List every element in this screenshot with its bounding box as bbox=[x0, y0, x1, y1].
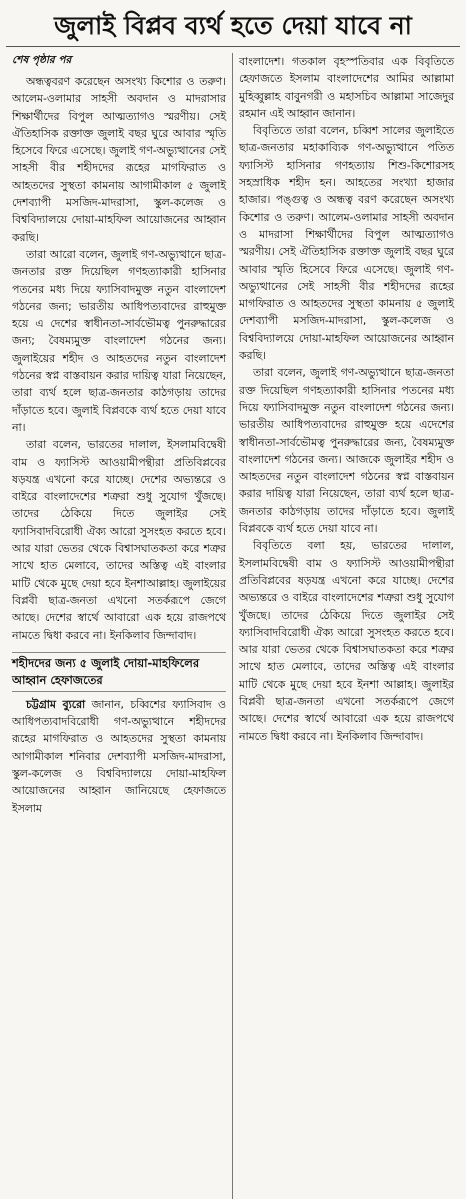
paragraph: বিবৃতিতে বলা হয়, ভারতের দালাল, ইসলামবিদ্বেষী বাম ও ফ্যাসিস্ট আওয়ামীপন্থীরা প্রতিবিপ্লবের ষড়যন্ত্র এখনো করে যাচ্ছে। দেশের অভ্যন্তরে ও বাইরে বাংলাদেশের শত্রুরা শুধু সুযোগ খুঁজছে। তাদের ঠেকিয়ে দিতে জুলাইর সেই ফ্যাসিবাদবিরোধী ঐক্য আরো সুসংহত করতে হবে। আর যারা ভেতর থেকে বিশ্বাসঘাতকতা করে শত্রুর সাথে হাত মেলাবে, তাদের অস্তিত্ব এই বাংলার মাটি থেকে মুছে দেয়া হবে ইনশা আল্লাহ। জুলাইর বিপ্লবী ছাত্র-জনতা এখনো সতর্করূপে জেগে আছে। দেশের স্বার্থে আবারো এক হয়ে রাজপথে নামতে দ্বিধা করবে না। ইনকিলাব জিন্দাবাদ। bbox=[239, 539, 454, 743]
paragraph: অন্ধত্ববরণ করেছেন অসংখ্য কিশোর ও তরুণ। আলেম-ওলামার সাহসী অবদান ও মাদরাসার শিক্ষার্থীদের বিপুল আত্মত্যাগও স্মরণীয়। সেই ঐতিহাসিক রক্তাক্ত জুলাই বছর ঘুরে আবার স্মৃতি হিসেবে ফিরে এসেছে। জুলাই গণ-অভ্যুত্থানের সেই সাহসী বীর শহীদদের রূহের মাগফিরাত ও আহতদের সুস্থতা কামনায় আগামীকাল ৫ জুলাই দেশব্যাপী মসজিদ-মাদরাসা, স্কুল-কলেজ ও বিশ্ববিদ্যালয়ে দোয়া-মাহফিল আয়োজনের আহ্বান করছি। bbox=[12, 75, 226, 244]
byline: চট্টগ্রাম ব্যুরো bbox=[26, 697, 86, 711]
paragraph: তারা আরো বলেন, জুলাই গণ-অভ্যুত্থানে ছাত্র-জনতার রক্ত দিয়েছিল গণহত্যাকারী হাসিনার পতনের মধ্য দিয়ে ফ্যাসিবাদমুক্ত নতুন বাংলাদেশ গঠনের জন্য; ভারতীয় আধিপত্যবাদের রাহুমুক্ত হয়ে এ দেশের স্বাধীনতা-সার্বভৌমত্ব পুনরুদ্ধারের জন্য; বৈষম্যমুক্ত বাংলাদেশ গঠনের জন্য। জুলাইয়ের শহীদ ও আহতদের নতুন বাংলাদেশ গঠনের স্বপ্ন বাস্তবায়ন করার দায়িত্ব যারা নিয়েছেন, তারা ব্যর্থ হলে ছাত্র-জনতার কাঠগড়ায় তাদের দাঁড়াতে হবে। জুলাই বিপ্লবকে ব্যর্থ হতে দেয়া যাবে না। bbox=[12, 247, 226, 434]
paragraph: বাংলাদেশ। গতকাল বৃহস্পতিবার এক বিবৃতিতে হেফাজতে ইসলাম বাংলাদেশের আমির আল্লামা মুহিব্বুল্লাহ বাবুনগরী ও মহাসচিব আল্লামা সাজেদুর রহমান এই আহ্বান জানান। bbox=[239, 55, 454, 120]
continued-kicker: শেষ পৃষ্ঠার পর bbox=[12, 54, 72, 66]
headline: জুলাই বিপ্লব ব্যর্থ হতে দেয়া যাবে না bbox=[6, 6, 460, 47]
right-column bbox=[233, 53, 460, 1199]
left-column bbox=[6, 53, 233, 1199]
sub-headline: শহীদদের জন্য ৫ জুলাই দোয়া-মাহফিলের আহ্বান হেফাজতের bbox=[12, 652, 226, 692]
paragraph-text: জানান, চব্বিশের ফ্যাসিবাদ ও আধিপত্যবাদবিরোধী গণ-অভ্যুত্থানে শহীদদের রূহের মাগফিরাত ও আহতদের সুস্থতা কামনায় আগামীকাল শনিবার দেশব্যাপী মসজিদ-মাদরাসা, স্কুল-কলেজ ও বিশ্ববিদ্যালয়ে দোয়া-মাহফিল আয়োজনের আহ্বান জানিয়েছে হেফাজতে ইসলাম bbox=[12, 697, 226, 815]
article-columns bbox=[6, 53, 460, 1199]
paragraph: বিবৃতিতে তারা বলেন, চব্বিশ সালের জুলাইতে ছাত্র-জনতার মহাকাব্যিক গণ-অভ্যুত্থানে পতিত ফ্যাসিস্ট হাসিনার গণহত্যায় শিশু-কিশোরসহ সহস্রাধিক শহীদ হন। আহতের সংখ্যা হাজার হাজার। পঙ্গুত্ব ও অন্ধত্ব বরণ করেছেন অসংখ্য কিশোর ও তরুণ। আলেম-ওলামার সাহসী অবদান ও মাদরাসা শিক্ষার্থীদের বিপুল আত্মত্যাগও স্মরণীয়। সেই ঐতিহাসিক রক্তাক্ত জুলাই বছর ঘুরে আবার স্মৃতি হিসেবে ফিরে এসেছে। জুলাই গণ-অভ্যুত্থানের সেই সাহসী বীর শহীদদের রূহের মাগফিরাত ও আহতদের সুস্থতা কামনায় ৫ জুলাই দেশব্যাপী মসজিদ-মাদরাসা, স্কুল-কলেজ ও বিশ্ববিদ্যালয়ে দোয়া-মাহফিল আয়োজনের আহ্বান করছি। bbox=[239, 124, 454, 363]
paragraph: তারা বলেন, ভারতের দালাল, ইসলামবিদ্বেষী বাম ও ফ্যাসিস্ট আওয়ামীপন্থীরা প্রতিবিপ্লবের ষড়যন্ত্র এখনো করে যাচ্ছে। দেশের অভ্যন্তরে ও বাইরে বাংলাদেশের শত্রুরা শুধু সুযোগ খুঁজছে। তাদের ঠেকিয়ে দিতে জুলাইর সেই ফ্যাসিবাদবিরোধী ঐক্য আরো সুসংহত করতে হবে। আর যারা ভেতর থেকে বিশ্বাসঘাতকতা করে শত্রুর সাথে হাত মেলাবে, তাদের অস্তিত্ব এই বাংলার মাটি থেকে মুছে দেয়া হবে ইনশাআল্লাহ। জুলাইয়ের বিপ্লবী ছাত্র-জনতা এখনো সতর্করূপে জেগে আছে। দেশের স্বার্থে আবারো এক হয়ে রাজপথে নামতে দ্বিধা করবে না। ইনকিলাব জিন্দাবাদ। bbox=[12, 438, 226, 642]
paragraph: তারা বলেন, জুলাই গণ-অভ্যুত্থানে ছাত্র-জনতা রক্ত দিয়েছিল গণহত্যাকারী হাসিনার পতনের মধ্য দিয়ে ফ্যাসিবাদমুক্ত নতুন বাংলাদেশ গঠনের জন্য। ভারতীয় আধিপত্যবাদের রাহুমুক্ত হয়ে এদেশের স্বাধীনতা-সার্বভৌমত্ব পুনরুদ্ধারের জন্য, বৈষম্যমুক্ত বাংলাদেশ গঠনের জন্য। আজকে জুলাইর শহীদ ও আহতদের নতুন বাংলাদেশ গঠনের স্বপ্ন বাস্তবায়ন করার দায়িত্ব যারা নিয়েছেন, তারা ব্যর্থ হলে ছাত্র-জনতার কাঠগড়ায় তাদের দাঁড়াতে হবে। জুলাই বিপ্লবকে ব্যর্থ হতে দেয়া যাবে না। bbox=[239, 366, 454, 536]
paragraph bbox=[12, 696, 226, 817]
